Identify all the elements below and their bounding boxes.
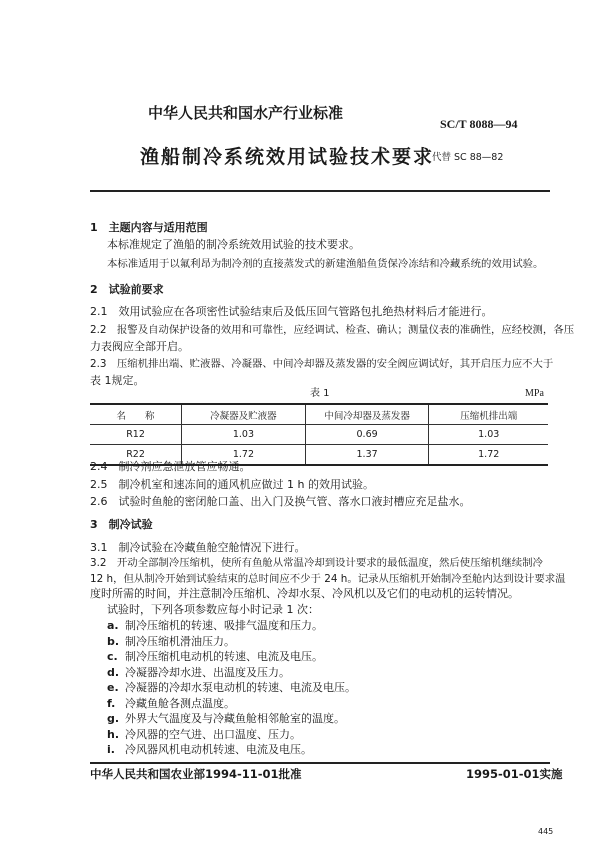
list-item-marker: h. <box>107 727 120 741</box>
list-item: 冷凝器的冷却水泵电动机的转速、电流及电压。 <box>125 681 356 694</box>
replaces-note: 代替 SC 88—82 <box>432 152 504 163</box>
table-cell: R12 <box>126 429 145 440</box>
list-item: 冷风器风机电动机转速、电流及电压。 <box>125 743 312 756</box>
clause-2-1: 2.1 效用试验应在各项密性试验结束后及低压回气管路包扎绝热材料后才能进行。 <box>90 305 493 318</box>
effective-date: 1995-01-01实施 <box>466 767 563 781</box>
page-number: 445 <box>538 827 554 836</box>
approval-date: 中华人民共和国农业部1994-11-01批准 <box>90 767 302 781</box>
list-item: 冷藏鱼舱各测点温度。 <box>125 696 235 710</box>
footer-rule <box>90 762 550 764</box>
section-2-heading: 2 试验前要求 <box>90 283 164 296</box>
table-cell: 1.03 <box>429 425 548 445</box>
document-title: 渔船制冷系统效用试验技术要求 <box>140 146 435 168</box>
table-cell: 1.03 <box>182 425 306 445</box>
list-item: 制冷压缩机的转速、吸排气温度和压力。 <box>125 619 323 632</box>
table-cell: 1.37 <box>305 445 429 466</box>
list-item-marker: d. <box>107 665 120 679</box>
table-header: 名 称 <box>116 410 155 422</box>
clause-2-2: 2.2 报警及自动保护设备的效用和可靠性，应经调试、检查、确认；测量仪表的准确性，应经校测，各压 <box>90 324 575 336</box>
list-item-marker: i. <box>107 743 115 756</box>
clause-2-5: 2.5 制冷机室和速冻间的通风机应做过 1 h 的效用试验。 <box>90 478 374 491</box>
clause-2-4: 2.4 制冷剂应急泄放管应畅通。 <box>90 460 251 473</box>
list-item: 外界大气温度及与冷藏鱼舱相邻舱室的温度。 <box>125 712 345 725</box>
table-header-row <box>90 404 548 425</box>
table-cell: R22 <box>126 449 145 460</box>
table-caption: 表 1 <box>310 388 330 399</box>
list-item-marker: a. <box>107 619 119 632</box>
list-item-marker: g. <box>107 712 120 725</box>
clause-3-2-cont: 12 h，但从制冷开始到试验结束的总时间应不少于 24 h。记录从压缩机开始制冷至舱内达到设计要求温 <box>90 573 566 585</box>
clause-3-2-cont: 度时所需的时间，并注意制冷压缩机、冷却水泵、冷风机以及它们的电动机的运转情况。 <box>90 587 519 600</box>
paragraph: 本标准适用于以氟利昂为制冷剂的直接蒸发式的新建渔船鱼货保冷冻结和冷藏系统的效用试验。 <box>107 258 544 270</box>
table-unit: MPa <box>525 388 544 399</box>
table-cell: 1.72 <box>182 445 306 466</box>
list-item: 冷凝器冷却水进、出温度及压力。 <box>125 665 290 679</box>
clause-2-2-cont: 力表阀应全部开启。 <box>90 340 189 353</box>
list-item-marker: c. <box>107 650 118 663</box>
section-1-heading: 1 主题内容与适用范围 <box>90 221 208 234</box>
list-item-marker: e. <box>107 681 119 694</box>
clause-2-6: 2.6 试验时鱼舱的密闭舱口盖、出入门及换气管、落水口液封槽应充足盐水。 <box>90 495 471 508</box>
list-item-marker: f. <box>107 696 116 710</box>
standard-number: SC/T 8088—94 <box>440 117 518 131</box>
list-item: 制冷压缩机滑油压力。 <box>125 634 235 648</box>
paragraph: 本标准规定了渔船的制冷系统效用试验的技术要求。 <box>107 238 360 251</box>
table-cell: 0.69 <box>305 425 429 445</box>
record-intro: 试验时，下列各项参数应每小时记录 1 次： <box>107 603 319 616</box>
header-rule <box>90 190 550 192</box>
list-item-marker: b. <box>107 634 120 648</box>
clause-2-3: 2.3 压缩机排出端、贮液器、冷凝器、中间冷却器及蒸发器的安全阀应调试好，其开启压力应不大于 <box>90 358 554 370</box>
table-header: 压缩机排出端 <box>429 404 548 425</box>
org-title: 中华人民共和国水产行业标准 <box>148 104 344 122</box>
clause-2-3-cont: 表 1规定。 <box>90 374 145 387</box>
section-3-heading: 3 制冷试验 <box>90 518 153 531</box>
clause-3-1: 3.1 制冷试验在冷藏鱼舱空舱情况下进行。 <box>90 541 306 554</box>
table-cell: 1.72 <box>429 445 548 466</box>
table-header: 冷凝器及贮液器 <box>182 404 306 425</box>
pressure-table <box>90 403 548 466</box>
table-row <box>90 425 548 445</box>
table-header: 中间冷却器及蒸发器 <box>305 404 429 425</box>
list-item: 制冷压缩机电动机的转速、电流及电压。 <box>125 650 323 663</box>
list-item: 冷风器的空气进、出口温度、压力。 <box>125 727 301 741</box>
clause-3-2: 3.2 开动全部制冷压缩机，使所有鱼舱从常温冷却到设计要求的最低温度，然后使压缩机继续制冷 <box>90 557 543 569</box>
